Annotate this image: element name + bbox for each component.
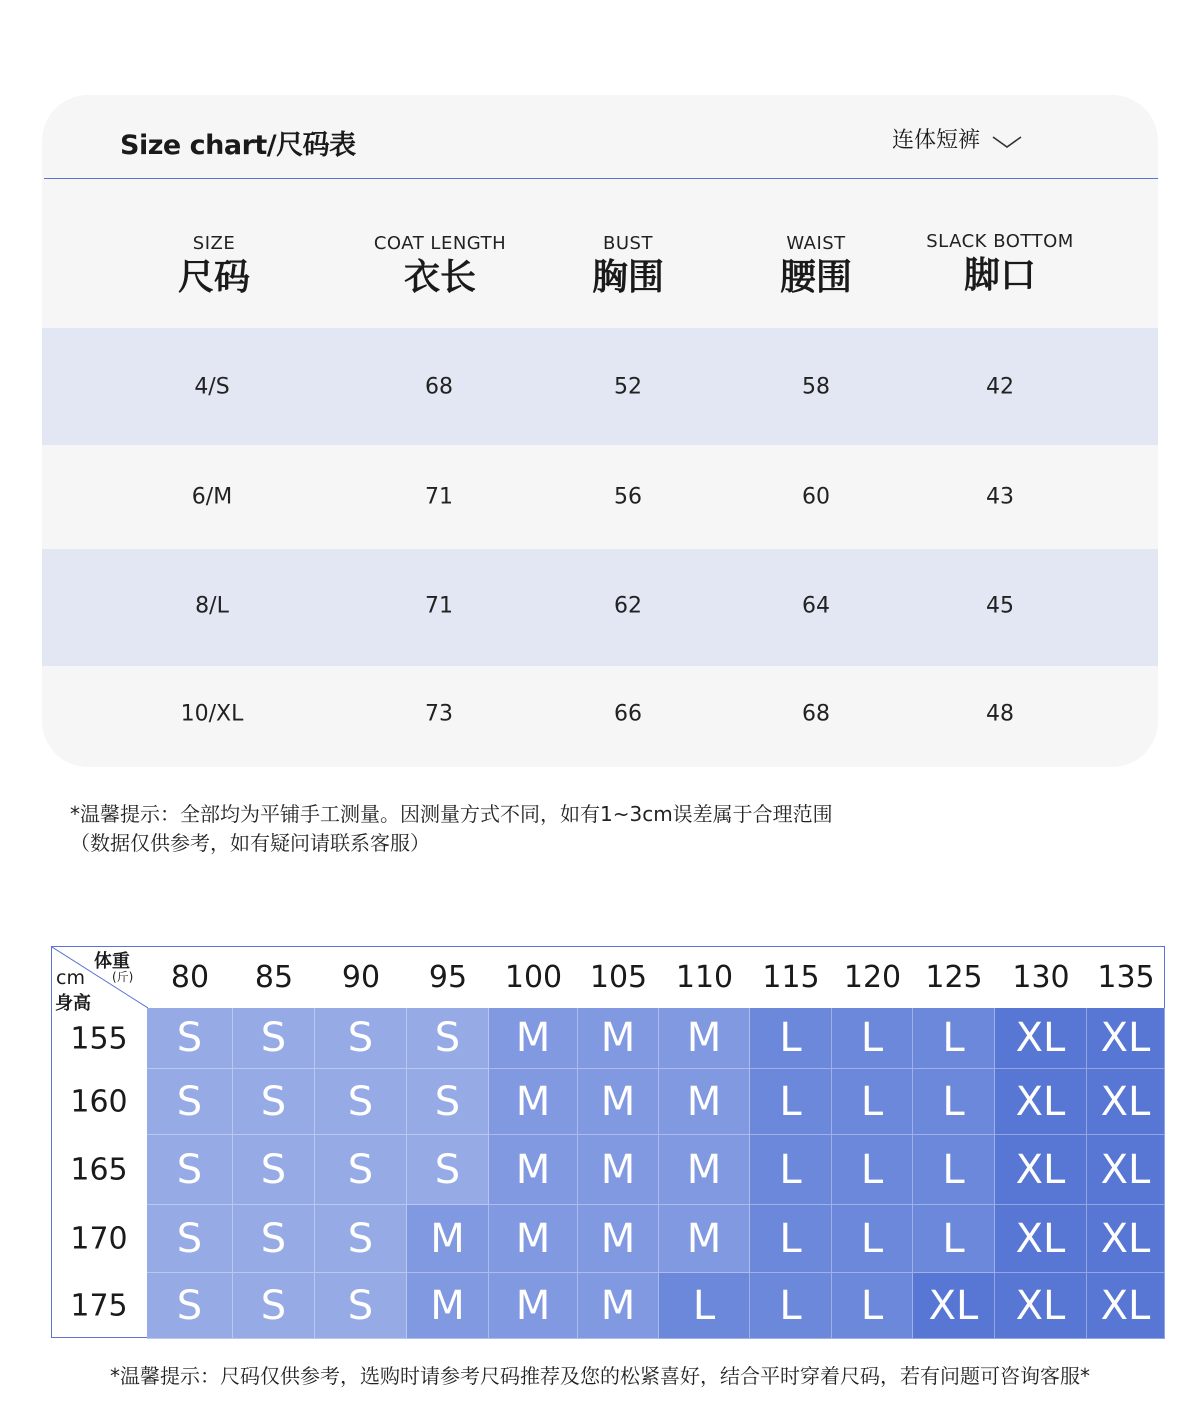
table-cell: 64	[802, 593, 830, 619]
title-divider	[44, 178, 1158, 179]
size-cell: L	[659, 1273, 750, 1339]
height-unit-label: cm	[56, 967, 85, 989]
weight-column-header: 125	[925, 960, 983, 995]
size-cell: M	[578, 1135, 659, 1205]
size-cell: XL	[1087, 1273, 1165, 1339]
column-header-zh: 尺码	[177, 257, 251, 298]
size-cell: M	[578, 1008, 659, 1069]
table-cell: 66	[614, 701, 642, 727]
size-cell: S	[407, 1135, 489, 1205]
size-cell: XL	[1087, 1205, 1165, 1273]
size-cell: L	[913, 1135, 995, 1205]
size-cell: XL	[1087, 1069, 1165, 1135]
size-cell: XL	[1087, 1135, 1165, 1205]
size-cell: L	[913, 1008, 995, 1069]
size-cell: XL	[995, 1069, 1087, 1135]
size-cell: S	[147, 1135, 233, 1205]
size-cell: L	[750, 1205, 832, 1273]
table-row	[42, 666, 1158, 767]
size-cell: M	[489, 1069, 578, 1135]
size-cell: XL	[995, 1135, 1087, 1205]
table-cell: 48	[986, 701, 1014, 727]
table-cell: 60	[802, 484, 830, 510]
table-row	[42, 445, 1158, 549]
weight-column-header: 80	[170, 960, 210, 995]
weight-column-header: 105	[589, 960, 648, 995]
size-cell: M	[489, 1273, 578, 1339]
column-header-en: COAT LENGTH	[373, 233, 507, 254]
column-header-zh: 衣长	[403, 257, 477, 298]
size-cell: L	[913, 1069, 995, 1135]
table-cell: 43	[986, 484, 1014, 510]
table-cell: 71	[425, 593, 453, 619]
size-cell: M	[407, 1205, 489, 1273]
size-cell: S	[315, 1135, 407, 1205]
table-cell: 42	[986, 374, 1014, 400]
weight-axis-label: 体重	[94, 951, 130, 972]
grid-corner-header	[52, 947, 148, 1014]
size-cell: L	[913, 1205, 995, 1273]
table-cell: 73	[425, 701, 453, 727]
table-cell: 58	[802, 374, 830, 400]
column-header-coat-length	[374, 233, 506, 300]
column-header-en: WAIST	[786, 233, 846, 254]
size-cell: S	[233, 1205, 315, 1273]
size-cell: M	[489, 1205, 578, 1273]
table-cell: 4/S	[194, 374, 230, 400]
weight-column-header: 130	[1012, 960, 1070, 995]
weight-column-header: 85	[254, 960, 294, 995]
column-header-bust	[592, 233, 664, 300]
measurement-note-line: （数据仅供参考，如有疑问请联系客服）	[70, 831, 430, 855]
size-cell: S	[233, 1273, 315, 1339]
weight-column-header: 120	[843, 960, 902, 995]
height-row-header: 155	[70, 1021, 128, 1056]
size-cell: XL	[995, 1008, 1087, 1069]
column-header-waist	[780, 233, 852, 300]
weight-unit-label: (斤)	[112, 970, 134, 984]
size-cell: M	[659, 1069, 750, 1135]
size-cell: L	[832, 1205, 913, 1273]
measurement-note	[70, 800, 833, 858]
height-row-header: 170	[70, 1221, 128, 1257]
size-cell: L	[832, 1273, 913, 1339]
measurement-note-line: *温馨提示：全部均为平铺手工测量。因测量方式不同，如有1~3cm误差属于合理范围	[70, 802, 833, 826]
size-cell: XL	[913, 1273, 995, 1339]
size-cell: S	[407, 1008, 489, 1069]
size-chart-card	[42, 95, 1158, 767]
size-cell: M	[489, 1008, 578, 1069]
table-cell: 68	[802, 701, 830, 727]
table-row	[42, 549, 1158, 666]
size-cell: S	[147, 1008, 233, 1069]
table-cell: 10/XL	[180, 701, 244, 727]
size-cell: M	[659, 1135, 750, 1205]
size-cell: L	[750, 1008, 832, 1069]
size-cell: M	[489, 1135, 578, 1205]
column-header-size	[178, 233, 250, 300]
column-header-slack-bottom	[926, 231, 1074, 298]
size-cell: L	[750, 1273, 832, 1339]
size-cell: S	[407, 1069, 489, 1135]
table-cell: 71	[425, 484, 453, 510]
product-select[interactable]	[892, 123, 1020, 154]
size-cell: S	[233, 1069, 315, 1135]
size-cell: S	[315, 1205, 407, 1273]
height-row-header: 165	[70, 1152, 128, 1188]
table-cell: 56	[614, 484, 642, 510]
size-chart-title: Size chart/尺码表	[120, 130, 356, 161]
column-header-zh: 胸围	[591, 257, 665, 298]
size-cell: XL	[995, 1273, 1087, 1339]
column-header-zh: 脚口	[963, 255, 1036, 296]
table-cell: 52	[614, 374, 642, 400]
table-cell: 45	[986, 593, 1014, 619]
size-cell: XL	[1087, 1008, 1165, 1069]
size-cell: M	[578, 1069, 659, 1135]
size-cell: M	[659, 1205, 750, 1273]
size-cell: S	[233, 1008, 315, 1069]
size-cell: L	[832, 1135, 913, 1205]
size-cell: L	[832, 1008, 913, 1069]
table-cell: 62	[614, 593, 642, 619]
height-axis-label: 身高	[55, 993, 91, 1014]
height-row-header: 160	[70, 1084, 128, 1120]
table-cell: 8/L	[195, 593, 229, 619]
weight-column-header: 90	[341, 960, 381, 995]
size-cell: S	[315, 1069, 407, 1135]
height-row-header: 175	[70, 1288, 128, 1324]
size-cell: S	[315, 1008, 407, 1069]
chevron-down-icon	[992, 131, 1020, 147]
size-cell: M	[407, 1273, 489, 1339]
weight-column-header: 95	[428, 960, 468, 995]
size-cell: M	[659, 1008, 750, 1069]
size-cell: L	[832, 1069, 913, 1135]
weight-column-header: 100	[504, 960, 563, 995]
table-cell: 6/M	[191, 484, 233, 510]
weight-column-header: 135	[1097, 960, 1155, 995]
column-header-en: BUST	[603, 233, 653, 254]
size-cell: S	[233, 1135, 315, 1205]
weight-column-header: 115	[762, 960, 820, 995]
size-cell: L	[750, 1135, 832, 1205]
weight-column-header: 110	[675, 960, 734, 995]
size-recommendation-grid	[51, 946, 1165, 1338]
size-cell: S	[147, 1273, 233, 1339]
size-cell: S	[147, 1205, 233, 1273]
column-header-en: SLACK BOTTOM	[926, 231, 1074, 252]
table-cell: 68	[425, 374, 453, 400]
column-header-en: SIZE	[192, 233, 236, 254]
size-cell: M	[578, 1205, 659, 1273]
size-cell: S	[147, 1069, 233, 1135]
column-header-zh: 腰围	[779, 257, 853, 298]
size-cell: M	[578, 1273, 659, 1339]
size-cell: XL	[995, 1205, 1087, 1273]
size-advice-note: *温馨提示：尺码仅供参考，选购时请参考尺码推荐及您的松紧喜好，结合平时穿着尺码，若有问题可咨询客服*	[110, 1364, 1090, 1388]
product-select-label: 连体短裤	[892, 128, 981, 153]
size-cell: S	[315, 1273, 407, 1339]
size-cell: L	[750, 1069, 832, 1135]
table-row	[42, 328, 1158, 445]
